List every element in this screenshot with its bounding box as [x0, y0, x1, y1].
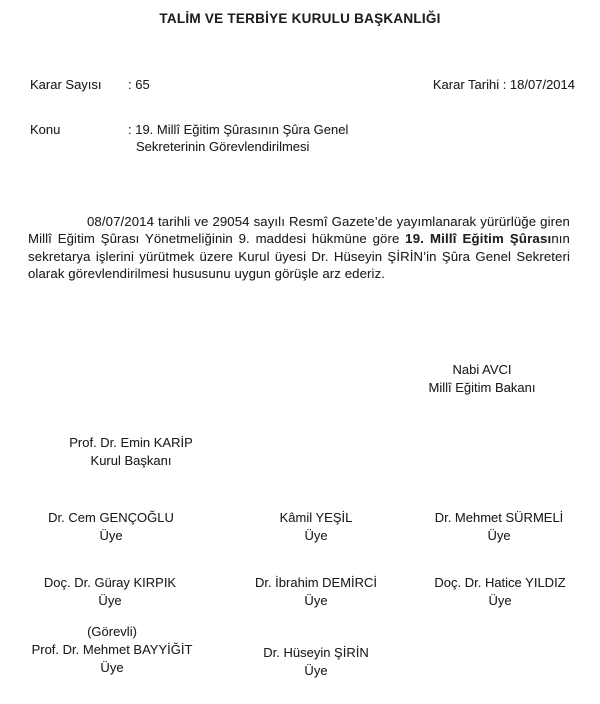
signature-name: Dr. Cem GENÇOĞLU — [48, 510, 174, 525]
signature-member — [263, 644, 368, 680]
signature-note: (Görevli) — [87, 624, 137, 639]
signature-name: Kâmil YEŞİL — [279, 510, 353, 525]
signature-name: Doç. Dr. Hatice YILDIZ — [434, 575, 566, 590]
signature-title: Üye — [100, 660, 124, 675]
signature-name: Prof. Dr. Mehmet BAYYİĞİT — [31, 642, 193, 657]
paragraph-text-pre: 08/07/2014 tarihli ve 29054 sayılı Resmî Gazete’de yayımlanarak yürürlüğe giren Millî Eğitim Şûrası Yönetmeliğinin 9. maddesi hükmüne göre — [28, 214, 570, 247]
signature-member — [435, 509, 564, 545]
signature-member — [255, 574, 377, 610]
signature-title: Millî Eğitim Bakanı — [428, 380, 536, 395]
subject-line-1: : 19. Millî Eğitim Şûrasının Şûra Genel — [128, 122, 349, 137]
signature-name: Nabi AVCI — [452, 362, 512, 377]
signature-name: Dr. Mehmet SÜRMELİ — [434, 510, 564, 525]
signature-minister — [429, 361, 536, 397]
signature-title: Üye — [487, 528, 511, 543]
signature-title: Üye — [304, 528, 328, 543]
signature-title: Üye — [99, 528, 123, 543]
subject-label: Konu — [30, 122, 61, 137]
document-title: TALİM VE TERBİYE KURULU BAŞKANLIĞI — [159, 11, 441, 26]
subject-value — [128, 122, 348, 155]
signature-title: Üye — [304, 663, 328, 678]
subject-row — [30, 122, 348, 155]
signature-chairman — [69, 434, 193, 470]
signature-title: Üye — [98, 593, 122, 608]
signature-title: Üye — [304, 593, 328, 608]
signature-member — [48, 509, 174, 545]
decision-number — [30, 77, 150, 92]
paragraph-text-bold: 19. Millî Eğitim Şûrası — [405, 231, 552, 247]
signature-name: Dr. Hüseyin ŞİRİN — [263, 645, 369, 660]
signature-name: Dr. İbrahim DEMİRCİ — [254, 575, 378, 590]
decision-number-label: Karar Sayısı — [30, 77, 102, 92]
decision-meta-row — [30, 77, 575, 92]
signature-member — [44, 574, 176, 610]
decision-date: Karar Tarihi : 18/07/2014 — [432, 77, 575, 92]
signature-name: Prof. Dr. Emin KARİP — [69, 435, 193, 450]
signature-name: Doç. Dr. Güray KIRPIK — [43, 575, 177, 590]
signature-member — [280, 509, 353, 545]
signature-title: Üye — [488, 593, 512, 608]
signature-title: Kurul Başkanı — [90, 453, 172, 468]
signature-member — [434, 574, 565, 610]
decision-paragraph — [28, 213, 570, 283]
decision-number-value: : 65 — [128, 77, 150, 92]
paragraph-text-post: nın sekretarya işlerini yürütmek üzere Kurul üyesi Dr. Hüseyin ŞİRİN’in Şûra Genel Sekreteri olarak görevlendirilmesi hususunu uygun görüşle arz ederiz. — [28, 231, 570, 282]
subject-line-2: Sekreterinin Görevlendirilmesi — [136, 138, 310, 154]
signature-member — [32, 623, 193, 677]
